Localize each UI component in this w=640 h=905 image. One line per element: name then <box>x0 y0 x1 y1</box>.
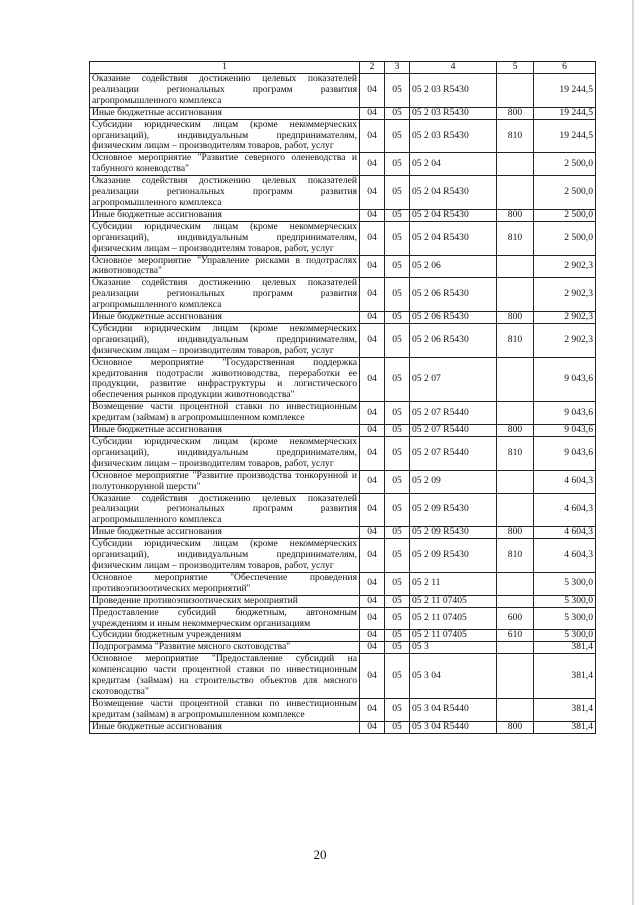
section-code: 04 <box>360 402 385 425</box>
amount-value: 381,4 <box>534 721 596 733</box>
subsection-code: 05 <box>385 470 410 493</box>
subsection-code: 05 <box>385 654 410 699</box>
table-row <box>90 312 596 324</box>
row-description: Возмещение части процентной ставки по инвестиционным кредитам (займам) в агропромышленном комплексе <box>90 698 360 721</box>
target-article-code: 05 3 04 <box>410 654 497 699</box>
section-code: 04 <box>360 630 385 642</box>
target-article-code: 05 2 11 07405 <box>410 607 497 630</box>
expense-type-code: 810 <box>497 119 534 153</box>
table-row <box>90 572 596 595</box>
page-number: 20 <box>313 847 327 862</box>
table-body <box>90 74 596 734</box>
expense-type-code: 810 <box>497 323 534 357</box>
subsection-code: 05 <box>385 312 410 324</box>
target-article-code: 05 3 <box>410 642 497 654</box>
row-description: Предоставление субсидий бюджетным, автономным учреждениям и иным некоммерческим организациям <box>90 607 360 630</box>
subsection-code: 05 <box>385 437 410 471</box>
table-row <box>90 119 596 153</box>
row-description: Возмещение части процентной ставки по инвестиционным кредитам (займам) в агропромышленном комплексе <box>90 402 360 425</box>
expense-type-code <box>497 357 534 402</box>
row-description: Основное мероприятие "Предоставление субсидий на компенсацию части процентной ставки по инвестиционным кредитам (займам) на строительство объектов для мясного скотоводства" <box>90 654 360 699</box>
expense-type-code <box>497 698 534 721</box>
subsection-code: 05 <box>385 255 410 278</box>
section-code: 04 <box>360 357 385 402</box>
row-description: Субсидии юридическим лицам (кроме некоммерческих организаций), индивидуальным предпринимателям, физическим лицам – производителям товаров, работ, услуг <box>90 437 360 471</box>
amount-value: 9 043,6 <box>534 425 596 437</box>
target-article-code: 05 3 04 R5440 <box>410 698 497 721</box>
row-description: Оказание содействия достижению целевых показателей реализации региональных программ развития агропромышленного комплекса <box>90 176 360 210</box>
table-row <box>90 107 596 119</box>
row-description: Оказание содействия достижению целевых показателей реализации региональных программ развития агропромышленного комплекса <box>90 278 360 312</box>
expense-type-code: 610 <box>497 630 534 642</box>
section-code: 04 <box>360 209 385 221</box>
table-row <box>90 493 596 527</box>
subsection-code: 05 <box>385 107 410 119</box>
expense-type-code: 800 <box>497 721 534 733</box>
subsection-code: 05 <box>385 630 410 642</box>
target-article-code: 05 2 11 07405 <box>410 595 497 607</box>
section-code: 04 <box>360 642 385 654</box>
table-row <box>90 642 596 654</box>
subsection-code: 05 <box>385 527 410 539</box>
subsection-code: 05 <box>385 607 410 630</box>
section-code: 04 <box>360 437 385 471</box>
target-article-code: 05 2 09 <box>410 470 497 493</box>
section-code: 04 <box>360 153 385 176</box>
section-code: 04 <box>360 107 385 119</box>
expense-type-code <box>497 572 534 595</box>
amount-value: 4 604,3 <box>534 493 596 527</box>
subsection-code: 05 <box>385 698 410 721</box>
expense-type-code <box>497 402 534 425</box>
section-code: 04 <box>360 595 385 607</box>
section-code: 04 <box>360 539 385 573</box>
expense-type-code: 800 <box>497 425 534 437</box>
subsection-code: 05 <box>385 357 410 402</box>
target-article-code: 05 2 04 R5430 <box>410 221 497 255</box>
subsection-code: 05 <box>385 642 410 654</box>
section-code: 04 <box>360 698 385 721</box>
row-description: Оказание содействия достижению целевых показателей реализации региональных программ развития агропромышленного комплекса <box>90 74 360 108</box>
expense-type-code <box>497 278 534 312</box>
target-article-code: 05 2 09 R5430 <box>410 493 497 527</box>
row-description: Иные бюджетные ассигнования <box>90 425 360 437</box>
section-code: 04 <box>360 493 385 527</box>
row-description: Основное мероприятие "Развитие северного оленеводства и табунного коневодства" <box>90 153 360 176</box>
target-article-code: 05 2 07 R5440 <box>410 425 497 437</box>
amount-value: 5 300,0 <box>534 607 596 630</box>
section-code: 04 <box>360 527 385 539</box>
subsection-code: 05 <box>385 572 410 595</box>
row-description: Основное мероприятие "Развитие производства тонкорунной и полутонкорунной шерсти" <box>90 470 360 493</box>
table-row <box>90 153 596 176</box>
table-row <box>90 357 596 402</box>
target-article-code: 05 2 07 R5440 <box>410 437 497 471</box>
expense-type-code: 800 <box>497 527 534 539</box>
section-code: 04 <box>360 221 385 255</box>
table-row <box>90 654 596 699</box>
row-description: Основное мероприятие "Государственная поддержка кредитования подотрасли животноводства, переработки ее продукции, развитие инфраструктуры и логистического обеспечения рынков продукции животноводства" <box>90 357 360 402</box>
row-description: Подпрограмма "Развитие мясного скотоводства" <box>90 642 360 654</box>
target-article-code: 05 2 04 R5430 <box>410 176 497 210</box>
subsection-code: 05 <box>385 74 410 108</box>
table-row <box>90 698 596 721</box>
row-description: Иные бюджетные ассигнования <box>90 312 360 324</box>
target-article-code: 05 2 06 <box>410 255 497 278</box>
row-description: Иные бюджетные ассигнования <box>90 721 360 733</box>
amount-value: 5 300,0 <box>534 630 596 642</box>
target-article-code: 05 2 11 07405 <box>410 630 497 642</box>
table-row <box>90 539 596 573</box>
expense-type-code <box>497 654 534 699</box>
target-article-code: 05 2 03 R5430 <box>410 119 497 153</box>
amount-value: 2 902,3 <box>534 323 596 357</box>
expense-type-code: 810 <box>497 539 534 573</box>
expense-type-code <box>497 642 534 654</box>
amount-value: 9 043,6 <box>534 402 596 425</box>
row-description: Основное мероприятие "Управление рисками в подотраслях животноводства" <box>90 255 360 278</box>
subsection-code: 05 <box>385 595 410 607</box>
header-cell: 1 <box>90 62 360 74</box>
subsection-code: 05 <box>385 221 410 255</box>
amount-value: 2 500,0 <box>534 153 596 176</box>
amount-value: 4 604,3 <box>534 539 596 573</box>
expense-type-code: 810 <box>497 437 534 471</box>
subsection-code: 05 <box>385 539 410 573</box>
section-code: 04 <box>360 425 385 437</box>
row-description: Субсидии бюджетным учреждениям <box>90 630 360 642</box>
table-row <box>90 402 596 425</box>
table-row <box>90 527 596 539</box>
subsection-code: 05 <box>385 153 410 176</box>
target-article-code: 05 3 04 R5440 <box>410 721 497 733</box>
row-description: Субсидии юридическим лицам (кроме некоммерческих организаций), индивидуальным предпринимателям, физическим лицам – производителям товаров, работ, услуг <box>90 119 360 153</box>
target-article-code: 05 2 11 <box>410 572 497 595</box>
section-code: 04 <box>360 470 385 493</box>
expense-type-code: 800 <box>497 107 534 119</box>
section-code: 04 <box>360 721 385 733</box>
row-description: Основное мероприятие "Обеспечение проведения противоэпизоотических мероприятий" <box>90 572 360 595</box>
row-description: Иные бюджетные ассигнования <box>90 107 360 119</box>
expense-type-code <box>497 493 534 527</box>
subsection-code: 05 <box>385 402 410 425</box>
section-code: 04 <box>360 119 385 153</box>
target-article-code: 05 2 03 R5430 <box>410 107 497 119</box>
amount-value: 2 902,3 <box>534 312 596 324</box>
amount-value: 2 902,3 <box>534 255 596 278</box>
target-article-code: 05 2 06 R5430 <box>410 312 497 324</box>
table-row <box>90 470 596 493</box>
target-article-code: 05 2 06 R5430 <box>410 323 497 357</box>
header-cell: 4 <box>410 62 497 74</box>
row-description: Проведение противоэпизоотических мероприятий <box>90 595 360 607</box>
amount-value: 19 244,5 <box>534 119 596 153</box>
subsection-code: 05 <box>385 721 410 733</box>
section-code: 04 <box>360 312 385 324</box>
subsection-code: 05 <box>385 209 410 221</box>
expense-type-code <box>497 153 534 176</box>
header-cell: 2 <box>360 62 385 74</box>
section-code: 04 <box>360 654 385 699</box>
expense-type-code: 600 <box>497 607 534 630</box>
section-code: 04 <box>360 323 385 357</box>
target-article-code: 05 2 09 R5430 <box>410 539 497 573</box>
row-description: Иные бюджетные ассигнования <box>90 209 360 221</box>
target-article-code: 05 2 04 R5430 <box>410 209 497 221</box>
amount-value: 381,4 <box>534 642 596 654</box>
expense-type-code: 800 <box>497 312 534 324</box>
section-code: 04 <box>360 74 385 108</box>
table-row <box>90 630 596 642</box>
target-article-code: 05 2 04 <box>410 153 497 176</box>
header-cell: 5 <box>497 62 534 74</box>
table-row <box>90 607 596 630</box>
table-row <box>90 278 596 312</box>
subsection-code: 05 <box>385 278 410 312</box>
subsection-code: 05 <box>385 493 410 527</box>
section-code: 04 <box>360 572 385 595</box>
subsection-code: 05 <box>385 176 410 210</box>
amount-value: 2 500,0 <box>534 176 596 210</box>
amount-value: 19 244,5 <box>534 74 596 108</box>
header-cell: 3 <box>385 62 410 74</box>
target-article-code: 05 2 09 R5430 <box>410 527 497 539</box>
table-row <box>90 595 596 607</box>
target-article-code: 05 2 07 <box>410 357 497 402</box>
amount-value: 19 244,5 <box>534 107 596 119</box>
budget-table <box>89 61 596 734</box>
row-description: Субсидии юридическим лицам (кроме некоммерческих организаций), индивидуальным предпринимателям, физическим лицам – производителям товаров, работ, услуг <box>90 221 360 255</box>
table-row <box>90 323 596 357</box>
table-row <box>90 721 596 733</box>
header-cell: 6 <box>534 62 596 74</box>
amount-value: 5 300,0 <box>534 595 596 607</box>
amount-value: 9 043,6 <box>534 357 596 402</box>
expense-type-code <box>497 255 534 278</box>
expense-type-code <box>497 595 534 607</box>
table-row <box>90 209 596 221</box>
expense-type-code: 800 <box>497 209 534 221</box>
table-row <box>90 74 596 108</box>
amount-value: 4 604,3 <box>534 527 596 539</box>
amount-value: 2 500,0 <box>534 209 596 221</box>
amount-value: 2 500,0 <box>534 221 596 255</box>
subsection-code: 05 <box>385 425 410 437</box>
row-description: Иные бюджетные ассигнования <box>90 527 360 539</box>
target-article-code: 05 2 07 R5440 <box>410 402 497 425</box>
page-edge-shadow <box>632 0 634 905</box>
expense-type-code: 810 <box>497 221 534 255</box>
amount-value: 5 300,0 <box>534 572 596 595</box>
section-code: 04 <box>360 607 385 630</box>
row-description: Субсидии юридическим лицам (кроме некоммерческих организаций), индивидуальным предпринимателям, физическим лицам – производителям товаров, работ, услуг <box>90 323 360 357</box>
amount-value: 2 902,3 <box>534 278 596 312</box>
subsection-code: 05 <box>385 119 410 153</box>
section-code: 04 <box>360 255 385 278</box>
section-code: 04 <box>360 278 385 312</box>
subsection-code: 05 <box>385 323 410 357</box>
table-row <box>90 437 596 471</box>
expense-type-code <box>497 176 534 210</box>
target-article-code: 05 2 03 R5430 <box>410 74 497 108</box>
amount-value: 381,4 <box>534 654 596 699</box>
row-description: Субсидии юридическим лицам (кроме некоммерческих организаций), индивидуальным предпринимателям, физическим лицам – производителям товаров, работ, услуг <box>90 539 360 573</box>
amount-value: 381,4 <box>534 698 596 721</box>
table-row <box>90 176 596 210</box>
table-row <box>90 221 596 255</box>
row-description: Оказание содействия достижению целевых показателей реализации региональных программ развития агропромышленного комплекса <box>90 493 360 527</box>
table-header-row <box>90 62 596 74</box>
section-code: 04 <box>360 176 385 210</box>
target-article-code: 05 2 06 R5430 <box>410 278 497 312</box>
table-row <box>90 255 596 278</box>
expense-type-code <box>497 74 534 108</box>
expense-type-code <box>497 470 534 493</box>
amount-value: 9 043,6 <box>534 437 596 471</box>
table-row <box>90 425 596 437</box>
amount-value: 4 604,3 <box>534 470 596 493</box>
